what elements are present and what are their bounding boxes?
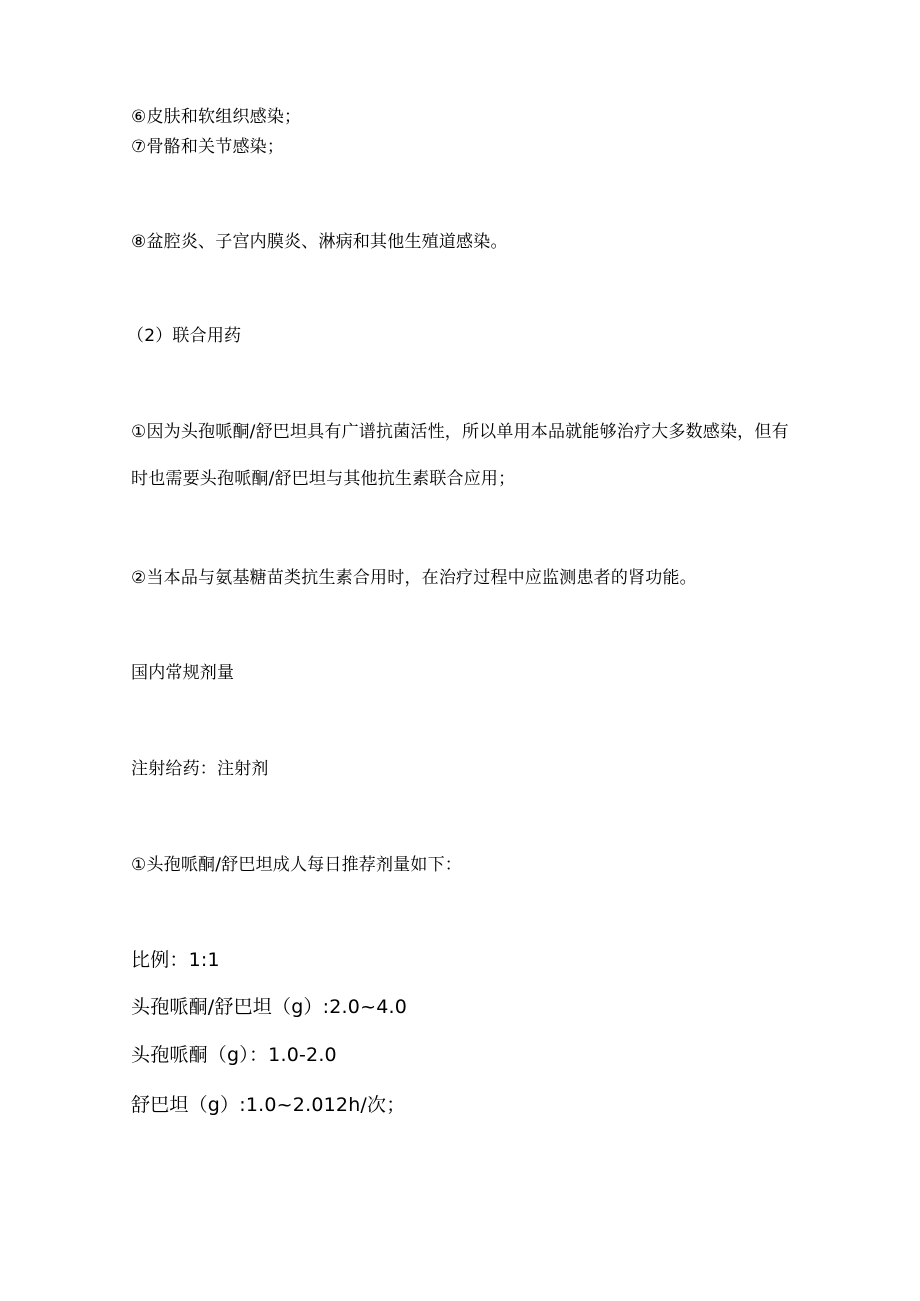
combination-paragraph-1-line-1: ①因为头孢哌酮/舒巴坦具有广谱抗菌活性，所以单用本品就能够治疗大多数感染，但有 [131,422,789,442]
combination-paragraph-2: ②当本品与氨基糖苗类抗生素合用时，在治疗过程中应监测患者的肾功能。 [131,568,697,588]
administration-route: 注射给药：注射剂 [131,759,269,779]
adult-dose-intro: ①头孢哌酮/舒巴坦成人每日推荐剂量如下： [131,855,462,875]
dose-cefoperazone: 头孢哌酮（g）：1.0-2.0 [131,1044,337,1066]
section-heading-dosage: 国内常规剂量 [131,663,235,683]
dose-sulbactam: 舒巴坦（g）:1.0~2.012h/次； [131,1094,406,1116]
indication-bone-joint: ⑦骨骼和关节感染； [131,137,285,157]
combination-paragraph-1-line-2: 时也需要头孢哌酮/舒巴坦与其他抗生素联合应用； [131,469,516,489]
indication-genital-tract: ⑧盆腔炎、子宫内膜炎、淋病和其他生殖道感染。 [131,232,508,252]
dose-ratio: 比例：1:1 [131,949,220,971]
dose-combined: 头孢哌酮/舒巴坦（g）:2.0~4.0 [131,996,408,1018]
indication-skin-soft-tissue: ⑥皮肤和软组织感染； [131,107,302,127]
section-heading-combination: （2）联合用药 [127,326,242,346]
